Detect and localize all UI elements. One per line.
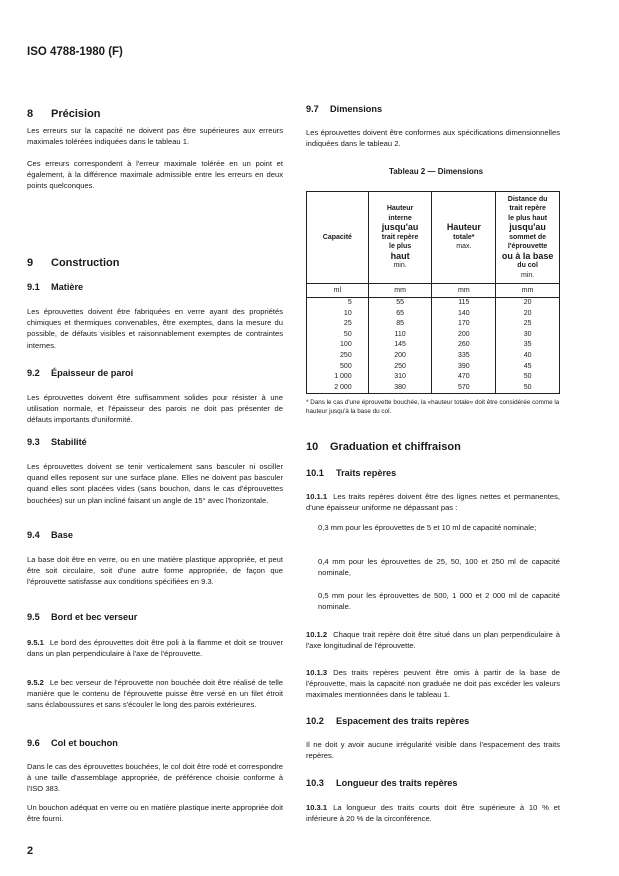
section-number: 10.2 (306, 716, 324, 726)
header-line: l'éprouvette (507, 243, 548, 251)
section-10-1-heading (306, 468, 396, 478)
section-number: 9.6 (27, 738, 40, 748)
section-number: 9.7 (306, 104, 319, 114)
subsection-number: 10.3.1 (306, 803, 328, 812)
header-line: trait repère (509, 205, 546, 213)
cell-capacity: 2 000 (307, 383, 369, 394)
section-9-5-1-paragraph (27, 637, 283, 659)
header-line: du col (517, 262, 538, 270)
section-title: Dimensions (330, 104, 383, 114)
table-row (307, 383, 560, 394)
cell-internal-height: 65 (368, 309, 432, 320)
cell-capacity: 5 (307, 298, 369, 309)
header-line: min. (520, 271, 535, 279)
cell-distance: 20 (496, 298, 560, 309)
paragraph-text: Le bec verseur de l'éprouvette non bouchée doit être réalisé de telle manière que le contenu de l'éprouvette puisse être versé en un filet étroit sans éclaboussures et sans s'écouler le long des parois extérieures. (27, 678, 283, 710)
header-line: sommet de (509, 233, 547, 241)
cell-capacity: 25 (307, 319, 369, 330)
section-10-1-2-paragraph (306, 629, 560, 651)
table-title: Tableau 2 — Dimensions (388, 167, 484, 176)
section-8-paragraph-2: Ces erreurs correspondent à l'erreur maximale tolérée en un point et également, à la différence maximale admissible entre les erreurs en deux points quelconques. (27, 159, 283, 191)
section-9-1-heading (27, 282, 83, 292)
unit-cell: mm (368, 284, 432, 298)
cell-distance: 50 (496, 372, 560, 383)
section-title: Construction (51, 257, 120, 269)
cell-distance: 35 (496, 340, 560, 351)
section-9-3-heading (27, 437, 87, 447)
header-line: haut (390, 250, 410, 261)
section-9-6-heading (27, 738, 118, 748)
table-row (307, 319, 560, 330)
header-line: le plus (389, 243, 412, 251)
section-number: 8 (27, 108, 34, 120)
section-number: 9.4 (27, 530, 40, 540)
subsection-number: 9.5.2 (27, 678, 44, 687)
section-9-7-heading (306, 104, 382, 114)
table-row (307, 309, 560, 320)
cell-internal-height: 380 (368, 383, 432, 394)
section-10-heading (306, 441, 461, 453)
paragraph-text: Des traits repères peuvent être omis à partir de la base de l'éprouvette, mais la capacité non graduée ne doit pas excéder les valeurs maximales mentionnées dans le tableau 1. (306, 668, 560, 700)
section-9-6-paragraph-2: Un bouchon adéquat en verre ou en matière plastique inerte appropriée doit être fourni. (27, 803, 283, 824)
cell-total-height: 115 (432, 298, 496, 309)
header-line: max. (456, 243, 472, 251)
header-text: Capacité (322, 233, 352, 241)
cell-distance: 20 (496, 309, 560, 320)
section-10-2-paragraph: Il ne doit y avoir aucune irrégularité visible dans l'espacement des traits repères. (306, 740, 560, 761)
header-line: trait repère (381, 233, 419, 241)
cell-capacity: 1 000 (307, 372, 369, 383)
section-number: 9.5 (27, 612, 40, 622)
section-number: 10.3 (306, 778, 324, 788)
paragraph-text: Chaque trait repère doit être situé dans un plan perpendiculaire à l'axe longitudinal de l'éprouvette. (306, 630, 560, 651)
header-internal-height (368, 192, 432, 284)
cell-total-height: 335 (432, 351, 496, 362)
cell-distance: 45 (496, 362, 560, 373)
table-row (307, 372, 560, 383)
header-line: jusqu'au (381, 222, 419, 233)
section-title: Espacement des traits repères (336, 716, 470, 726)
paragraph-text: La longueur des traits courts doit être supérieure à 10 % et inférieure à 20 % de la circonférence. (306, 803, 560, 824)
section-10-2-heading (306, 716, 469, 726)
section-title: Bord et bec verseur (51, 612, 138, 622)
section-title: Précision (51, 108, 101, 120)
section-title: Stabilité (51, 437, 87, 447)
section-10-3-heading (306, 778, 458, 788)
subsection-number: 10.1.1 (306, 492, 328, 501)
dimensions-table (306, 191, 560, 394)
table-header-row (307, 192, 560, 284)
list-item: 0,5 mm pour les éprouvettes de 500, 1 000 et 2 000 ml de capacité nominale. (318, 591, 560, 612)
header-total-height (432, 192, 496, 284)
header-line: interne (388, 214, 412, 222)
cell-total-height: 570 (432, 383, 496, 394)
page-number: 2 (27, 845, 34, 857)
section-title: Traits repères (336, 468, 397, 478)
cell-internal-height: 85 (368, 319, 432, 330)
header-line: Distance du (507, 195, 548, 203)
header-line: le plus haut (508, 214, 548, 222)
cell-capacity: 10 (307, 309, 369, 320)
document-id: ISO 4788-1980 (F) (27, 46, 123, 58)
cell-total-height: 260 (432, 340, 496, 351)
section-10-3-1-paragraph (306, 802, 560, 824)
section-8-heading (27, 108, 101, 120)
table-row (307, 351, 560, 362)
section-9-heading (27, 257, 119, 269)
section-title: Base (51, 530, 73, 540)
section-9-6-paragraph-1: Dans le cas des éprouvettes bouchées, le col doit être rodé et correspondre à une taille d'assemblage appropriée, de préférence choisie conforme à l'ISO 383. (27, 762, 283, 794)
header-line: min. (393, 262, 407, 270)
cell-total-height: 200 (432, 330, 496, 341)
cell-total-height: 140 (432, 309, 496, 320)
table-row (307, 362, 560, 373)
section-title: Graduation et chiffraison (330, 441, 461, 453)
section-9-3-paragraph: Les éprouvettes doivent se tenir verticalement sans basculer ni osciller quand elles reposent sur une surface plane. Elles ne doivent pas basculer quand elles sont placées vides (sans bouchon, dans le cas d'éprouvettes bouchées) sur un plan incliné faisant un angle de 15° avec l'horizontale. (27, 462, 283, 505)
section-9-1-paragraph: Les éprouvettes doivent être fabriquées en verre ayant des propriétés chimiques et thermiques convenables, être exemptes, dans la mesure du possible, de défauts visibles et raisonnablement exemptes de contraintes internes. (27, 307, 283, 350)
section-title: Épaisseur de paroi (51, 368, 134, 378)
cell-internal-height: 110 (368, 330, 432, 341)
section-9-2-heading (27, 368, 133, 378)
section-10-1-3-paragraph (306, 667, 560, 701)
cell-internal-height: 200 (368, 351, 432, 362)
cell-capacity: 100 (307, 340, 369, 351)
table-row (307, 298, 560, 309)
table-row (307, 330, 560, 341)
cell-distance: 25 (496, 319, 560, 330)
section-9-7-paragraph: Les éprouvettes doivent être conformes aux spécifications dimensionnelles indiquées dans le tableau 2. (306, 128, 560, 149)
subsection-number: 10.1.3 (306, 668, 328, 677)
table-row (307, 340, 560, 351)
section-number: 9.1 (27, 282, 40, 292)
cell-internal-height: 250 (368, 362, 432, 373)
cell-distance: 40 (496, 351, 560, 362)
section-10-1-1-paragraph (306, 491, 560, 513)
cell-internal-height: 145 (368, 340, 432, 351)
cell-capacity: 500 (307, 362, 369, 373)
section-title: Matière (51, 282, 84, 292)
section-9-4-paragraph: La base doit être en verre, ou en une matière plastique appropriée, et peut être soit circulaire, soit d'une autre forme appropriée, de façon que l'éprouvette satisfasse aux conditions spécifiées en 9.3. (27, 555, 283, 587)
header-line: Hauteur (446, 222, 481, 233)
header-line: totale* (453, 233, 475, 241)
cell-total-height: 470 (432, 372, 496, 383)
section-9-4-heading (27, 530, 73, 540)
cell-total-height: 170 (432, 319, 496, 330)
section-number: 9 (27, 257, 34, 269)
section-9-2-paragraph: Les éprouvettes doivent être suffisamment solides pour résister à une utilisation normale, et l'épaisseur des parois ne doit pas présenter de défauts importants d'uniformité. (27, 393, 283, 425)
section-number: 9.3 (27, 437, 40, 447)
cell-capacity: 250 (307, 351, 369, 362)
section-title: Longueur des traits repères (336, 778, 458, 788)
subsection-number: 9.5.1 (27, 638, 44, 647)
cell-internal-height: 55 (368, 298, 432, 309)
list-item: 0,3 mm pour les éprouvettes de 5 et 10 ml de capacité nominale; (318, 523, 537, 532)
section-number: 9.2 (27, 368, 40, 378)
cell-internal-height: 310 (368, 372, 432, 383)
cell-distance: 50 (496, 383, 560, 394)
paragraph-text: Les traits repères doivent être des lignes nettes et permanentes, d'une épaisseur uniforme ne dépassant pas : (306, 492, 560, 513)
table-units-row (307, 284, 560, 298)
list-item: 0,4 mm pour les éprouvettes de 25, 50, 100 et 250 ml de capacité nominale, (318, 557, 560, 578)
header-line: Hauteur (386, 205, 414, 213)
paragraph-text: Le bord des éprouvettes doit être poli à la flamme et doit se trouver dans un plan perpendiculaire à l'axe de l'éprouvette. (27, 638, 283, 659)
subsection-number: 10.1.2 (306, 630, 328, 639)
section-title: Col et bouchon (51, 738, 118, 748)
header-distance (496, 192, 560, 284)
header-line: ou à la base (501, 250, 554, 261)
section-9-5-2-paragraph (27, 677, 283, 711)
section-number: 10.1 (306, 468, 324, 478)
section-9-5-heading (27, 612, 137, 622)
section-8-paragraph-1: Les erreurs sur la capacité ne doivent pas être supérieures aux erreurs maximales tolérées indiquées dans le tableau 1. (27, 126, 283, 147)
cell-total-height: 390 (432, 362, 496, 373)
header-capacity (307, 192, 369, 284)
unit-cell: ml (307, 284, 369, 298)
section-number: 10 (306, 441, 319, 453)
cell-capacity: 50 (307, 330, 369, 341)
header-line: jusqu'au (509, 222, 546, 233)
table-footnote: * Dans le cas d'une éprouvette bouchée, la «hauteur totale» doit être considérée comme la hauteur jusqu'à la base du col. (306, 399, 560, 415)
cell-distance: 30 (496, 330, 560, 341)
unit-cell: mm (432, 284, 496, 298)
unit-cell: mm (496, 284, 560, 298)
